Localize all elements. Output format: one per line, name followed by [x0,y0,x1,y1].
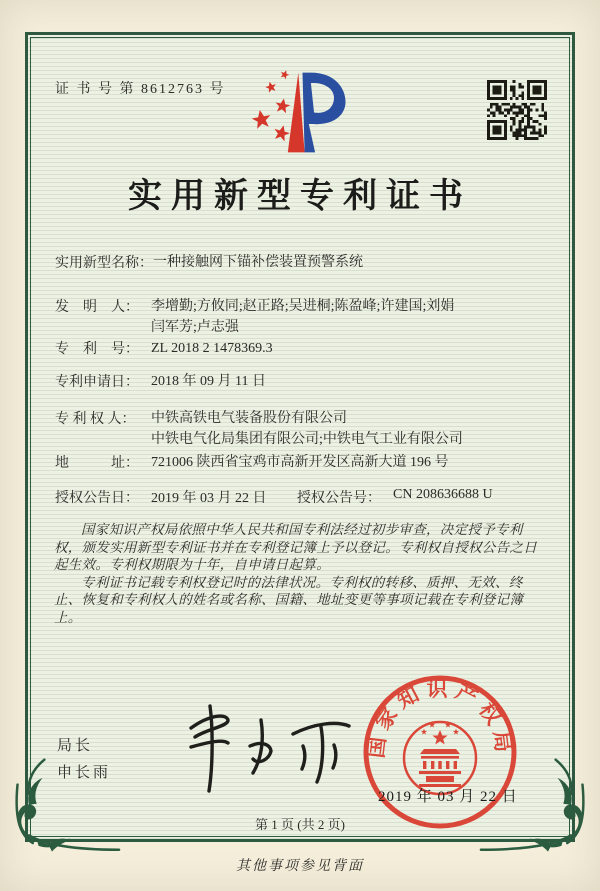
field-value: 721006 陕西省宝鸡市高新开发区高新大道 196 号 [151,455,449,470]
field-row-patent-number [55,338,553,359]
patentee-line-1: 中铁高铁电气装备股份有限公司 [151,411,347,426]
legal-paragraph-2: 专利证书记载专利权登记时的法律状况。专利权的转移、质押、无效、终止、恢复和专利权人的姓名或名称、国籍、地址变更等事项记载在专利登记簿上。 [54,574,524,625]
field-value: 2018 年 09 月 11 日 [151,374,266,389]
page-number: 第 1 页 (共 2 页) [255,817,345,832]
grant-number-value: CN 208636688 U [393,487,493,502]
certificate-title: 实用新型专利证书 [128,178,472,215]
field-row-grant [55,487,553,507]
field-label: 授权公告号： [297,491,381,506]
field-value [151,296,553,338]
svg-text:国家知识产权局 [364,677,516,759]
officer-name: 申长雨 [57,765,112,781]
field-value: 一种接触网下锚补偿装置预警系统 [153,255,363,270]
field-row-patentee [55,408,553,450]
field-value [151,408,553,450]
legal-text-block [54,521,548,627]
seal-date: 2019 年 03 月 22 日 [378,789,518,805]
qr-code-icon [487,80,547,145]
legal-paragraph-1: 国家知识产权局依照中华人民共和国专利法经过初步审查，决定授予专利权，颁发实用新型专利证书并在专利登记簿上予以登记。专利权自授权公告之日起生效。专利权期限为十年，自申请日起算。 [54,522,537,573]
inventors-line-2: 闫军芳;卢志强 [151,320,239,335]
certificate-number: 证 书 号 第 8612763 号 [55,82,226,97]
field-label: 专 利 权 人： [55,412,136,427]
grant-date-value: 2019 年 03 月 22 日 [151,491,267,506]
field-label: 专利申请日： [55,375,139,390]
field-label: 发 明 人： [55,300,139,315]
field-row-inventors [55,296,553,338]
signature-icon [165,698,365,803]
field-row-address [55,452,553,473]
seal-text: 国家知识产权局 [363,676,517,760]
patentee-line-2: 中铁电气化局集团有限公司;中铁电气工业有限公司 [151,432,463,447]
field-label: 地 址： [55,456,139,471]
officer-title: 局长 [57,738,94,754]
field-label: 授权公告日： [55,491,139,506]
officer-block [57,733,111,787]
field-row-filing-date [55,371,553,392]
inventors-line-1: 李增勤;方攸同;赵正路;吴进桐;陈盈峰;许建国;刘娟 [151,299,455,314]
official-seal-icon [360,672,520,837]
field-label: 实用新型名称： [55,256,153,271]
field-label: 专 利 号： [55,342,139,357]
cnipa-patent-logo-icon [250,60,355,170]
field-row-utility-model-name [55,252,553,273]
back-note: 其他事项参见背面 [236,859,364,874]
field-value: ZL 2018 2 1478369.3 [151,341,273,356]
